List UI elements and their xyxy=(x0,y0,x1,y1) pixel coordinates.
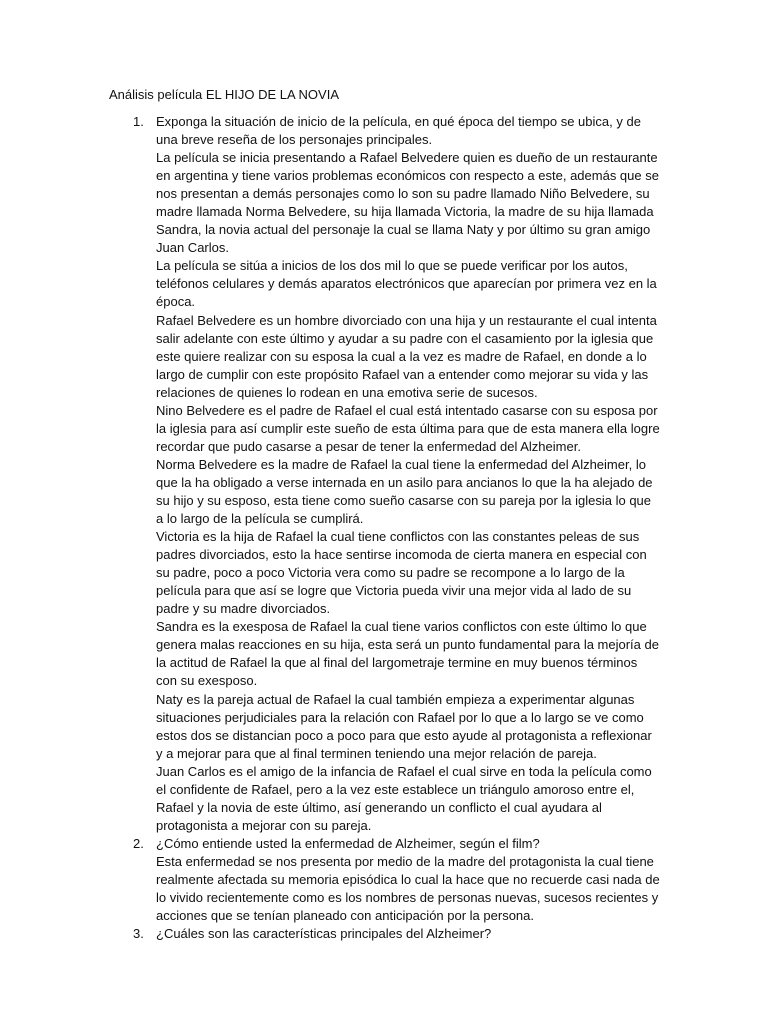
question-item-1 xyxy=(109,113,661,835)
question-list xyxy=(109,113,661,943)
answer-paragraph: Juan Carlos es el amigo de la infancia de Rafael el cual sirve en toda la película como el confidente de Rafael, pero a la vez este establece un triángulo amoroso entre el, Rafael y la novia de este último, así generando un conflicto el cual ayudara al protagonista a mejorar con su pareja. xyxy=(156,763,652,833)
document-title: Análisis película EL HIJO DE LA NOVIA xyxy=(109,87,340,102)
question-item-3 xyxy=(109,925,661,943)
question-number: 1. xyxy=(133,114,144,129)
answer-paragraph: La película se sitúa a inicios de los dos mil lo que se puede verificar por los autos, teléfonos celulares y demás aparatos electrónicos que aparecían por primera vez en la época. xyxy=(156,258,657,310)
question-text: Exponga la situación de inicio de la película, en qué época del tiempo se ubica, y de una breve reseña de los personajes principales. xyxy=(156,114,641,148)
answer-paragraph: Naty es la pareja actual de Rafael la cual también empieza a experimentar algunas situaciones perjudiciales para la relación con Rafael por lo que a lo largo se ve como estos dos se distancian poco a poco para que esto ayude al protagonista a reflexionar y a mejorar para que al final terminen teniendo una mejor relación de pareja. xyxy=(156,691,652,761)
question-number: 3. xyxy=(133,926,144,942)
answer-paragraph: Victoria es la hija de Rafael la cual tiene conflictos con las constantes peleas de sus padres divorciados, esto la hace sentirse incomoda de cierta manera en especial con su padre, poco a poco Victoria vera como su padre se recompone a lo largo de la película para que así se logre que Victoria pueda vivir una mejor vida al lado de su padre y su madre divorciados. xyxy=(156,529,647,617)
answer-paragraph: Norma Belvedere es la madre de Rafael la cual tiene la enfermedad del Alzheimer, lo que la ha obligado a verse internada en un asilo para ancianos lo que la ha alejado de su hijo y su esposo, esta tiene como sueño casarse con su pareja por la iglesia lo que a lo largo de la película se cumplirá. xyxy=(156,456,653,527)
answer-paragraph: Sandra es la exesposa de Rafael la cual tiene varios conflictos con este último lo que genera malas reacciones en su hija, esta será un punto fundamental para la mejoría de la actitud de Rafael la que al final del largometraje termine en muy buenos términos con su exesposo. xyxy=(156,619,659,689)
answer-paragraph: Esta enfermedad se nos presenta por medio de la madre del protagonista la cual tiene realmente afectada su memoria episódica lo cual la hace que no recuerde casi nada de lo vivido recientemente como es los nombres de personas nuevas, sucesos recientes y acciones que se tenían planeado con anticipación por la persona. xyxy=(156,853,660,924)
question-item-2 xyxy=(109,835,661,925)
question-number: 2. xyxy=(133,835,144,851)
question-text: ¿Cómo entiende usted la enfermedad de Alzheimer, según el film? xyxy=(156,835,540,851)
answer-paragraph: Nino Belvedere es el padre de Rafael el cual está intentado casarse con su esposa por la iglesia para así cumplir este sueño de esta última para que de esta manera ella logre recordar que pudo casarse a pesar de tener la enfermedad del Alzheimer. xyxy=(156,402,660,454)
question-text: ¿Cuáles son las características principales del Alzheimer? xyxy=(156,926,492,942)
answer-paragraph: La película se inicia presentando a Rafael Belvedere quien es dueño de un restaurante en argentina y tiene varios problemas económicos con respecto a este, además que se nos presentan a demás personajes como lo son su padre llamado Niño Belvedere, su madre llamada Norma Belvedere, su hija llamada Victoria, la madre de su hija llamada Sandra, la novia actual del personaje la cual se llama Naty y por último su gran amigo Juan Carlos. xyxy=(156,150,659,256)
answer-paragraph: Rafael Belvedere es un hombre divorciado con una hija y un restaurante el cual intenta salir adelante con este último y ayudar a su padre con el casamiento por la iglesia que este quiere realizar con su esposa la cual a la vez es madre de Rafael, en donde a lo largo de cumplir con este propósito Rafael van a entender como mejorar su vida y las relaciones de quienes lo rodean en una emotiva serie de sucesos. xyxy=(156,312,657,400)
